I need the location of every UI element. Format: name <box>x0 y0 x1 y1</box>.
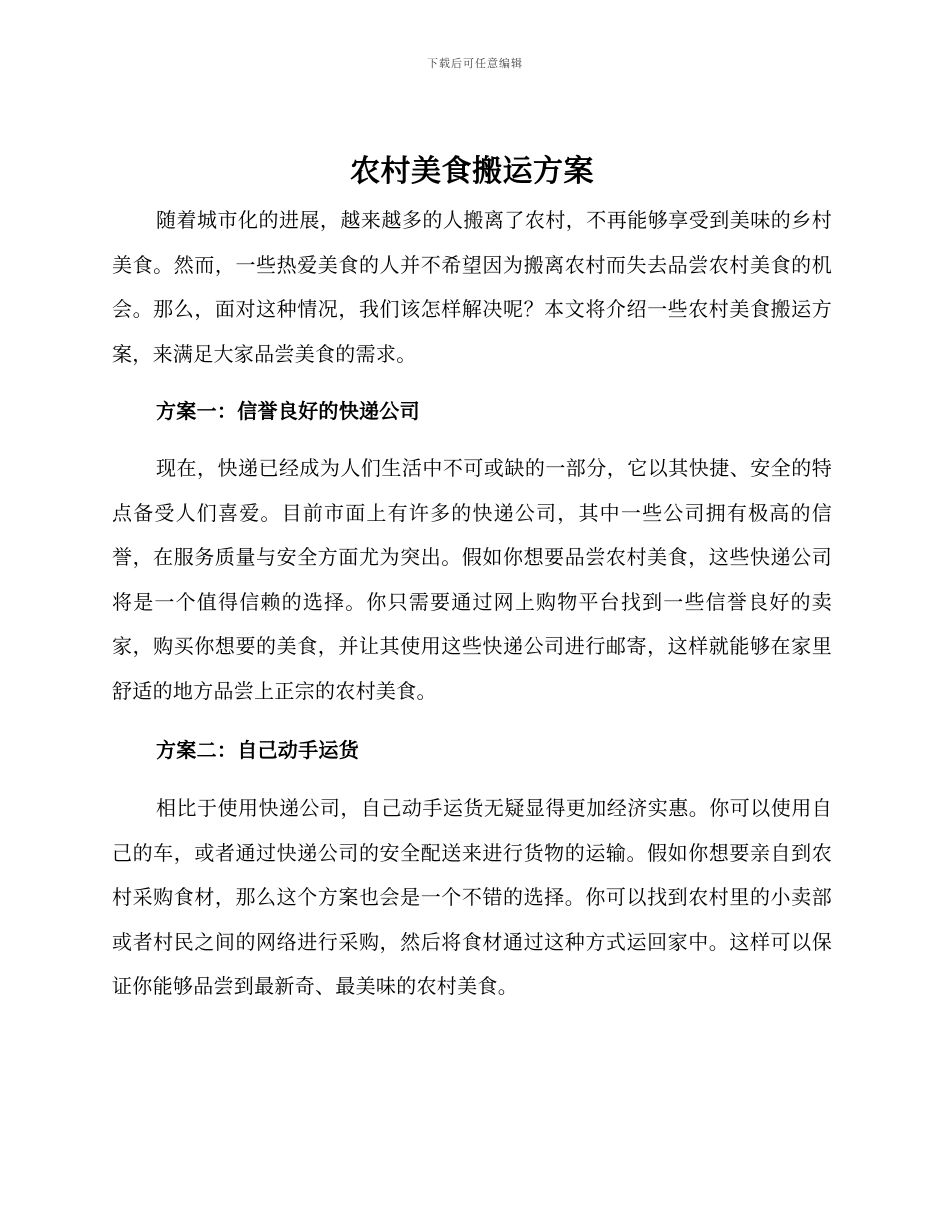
document-body <box>112 150 832 1009</box>
document-title: 农村美食搬运方案 <box>350 154 594 189</box>
section-paragraph-plan-2: 相比于使用快递公司，自己动手运货无疑显得更加经济实惠。你可以使用自己的车，或者通过快递公司的安全配送来进行货物的运输。假如你想要亲自到农村采购食材，那么这个方案也会是一个不错的选择。你可以找到农村里的小卖部或者村民之间的网络进行采购，然后将食材通过这种方式运回家中。这样可以保证你能够品尝到最新奇、最美味的农村美食。 <box>112 796 832 998</box>
intro-paragraph: 随着城市化的进展，越来越多的人搬离了农村，不再能够享受到美味的乡村美食。然而，一些热爱美食的人并不希望因为搬离农村而失去品尝农村美食的机会。那么，面对这种情况，我们该怎样解决呢？本文将介绍一些农村美食搬运方案，来满足大家品尝美食的需求。 <box>112 208 832 366</box>
header-note: 下载后可任意编辑 <box>427 57 523 70</box>
section-paragraph-plan-1: 现在，快递已经成为人们生活中不可或缺的一部分，它以其快捷、安全的特点备受人们喜爱。目前市面上有许多的快递公司，其中一些公司拥有极高的信誉，在服务质量与安全方面尤为突出。假如你想要品尝农村美食，这些快递公司将是一个值得信赖的选择。你只需要通过网上购物平台找到一些信誉良好的卖家，购买你想要的美食，并让其使用这些快递公司进行邮寄，这样就能够在家里舒适的地方品尝上正宗的农村美食。 <box>112 456 832 703</box>
section-heading-plan-1: 方案一：信誉良好的快递公司 <box>156 399 420 423</box>
section-heading-plan-2: 方案二：自己动手运货 <box>156 738 359 762</box>
